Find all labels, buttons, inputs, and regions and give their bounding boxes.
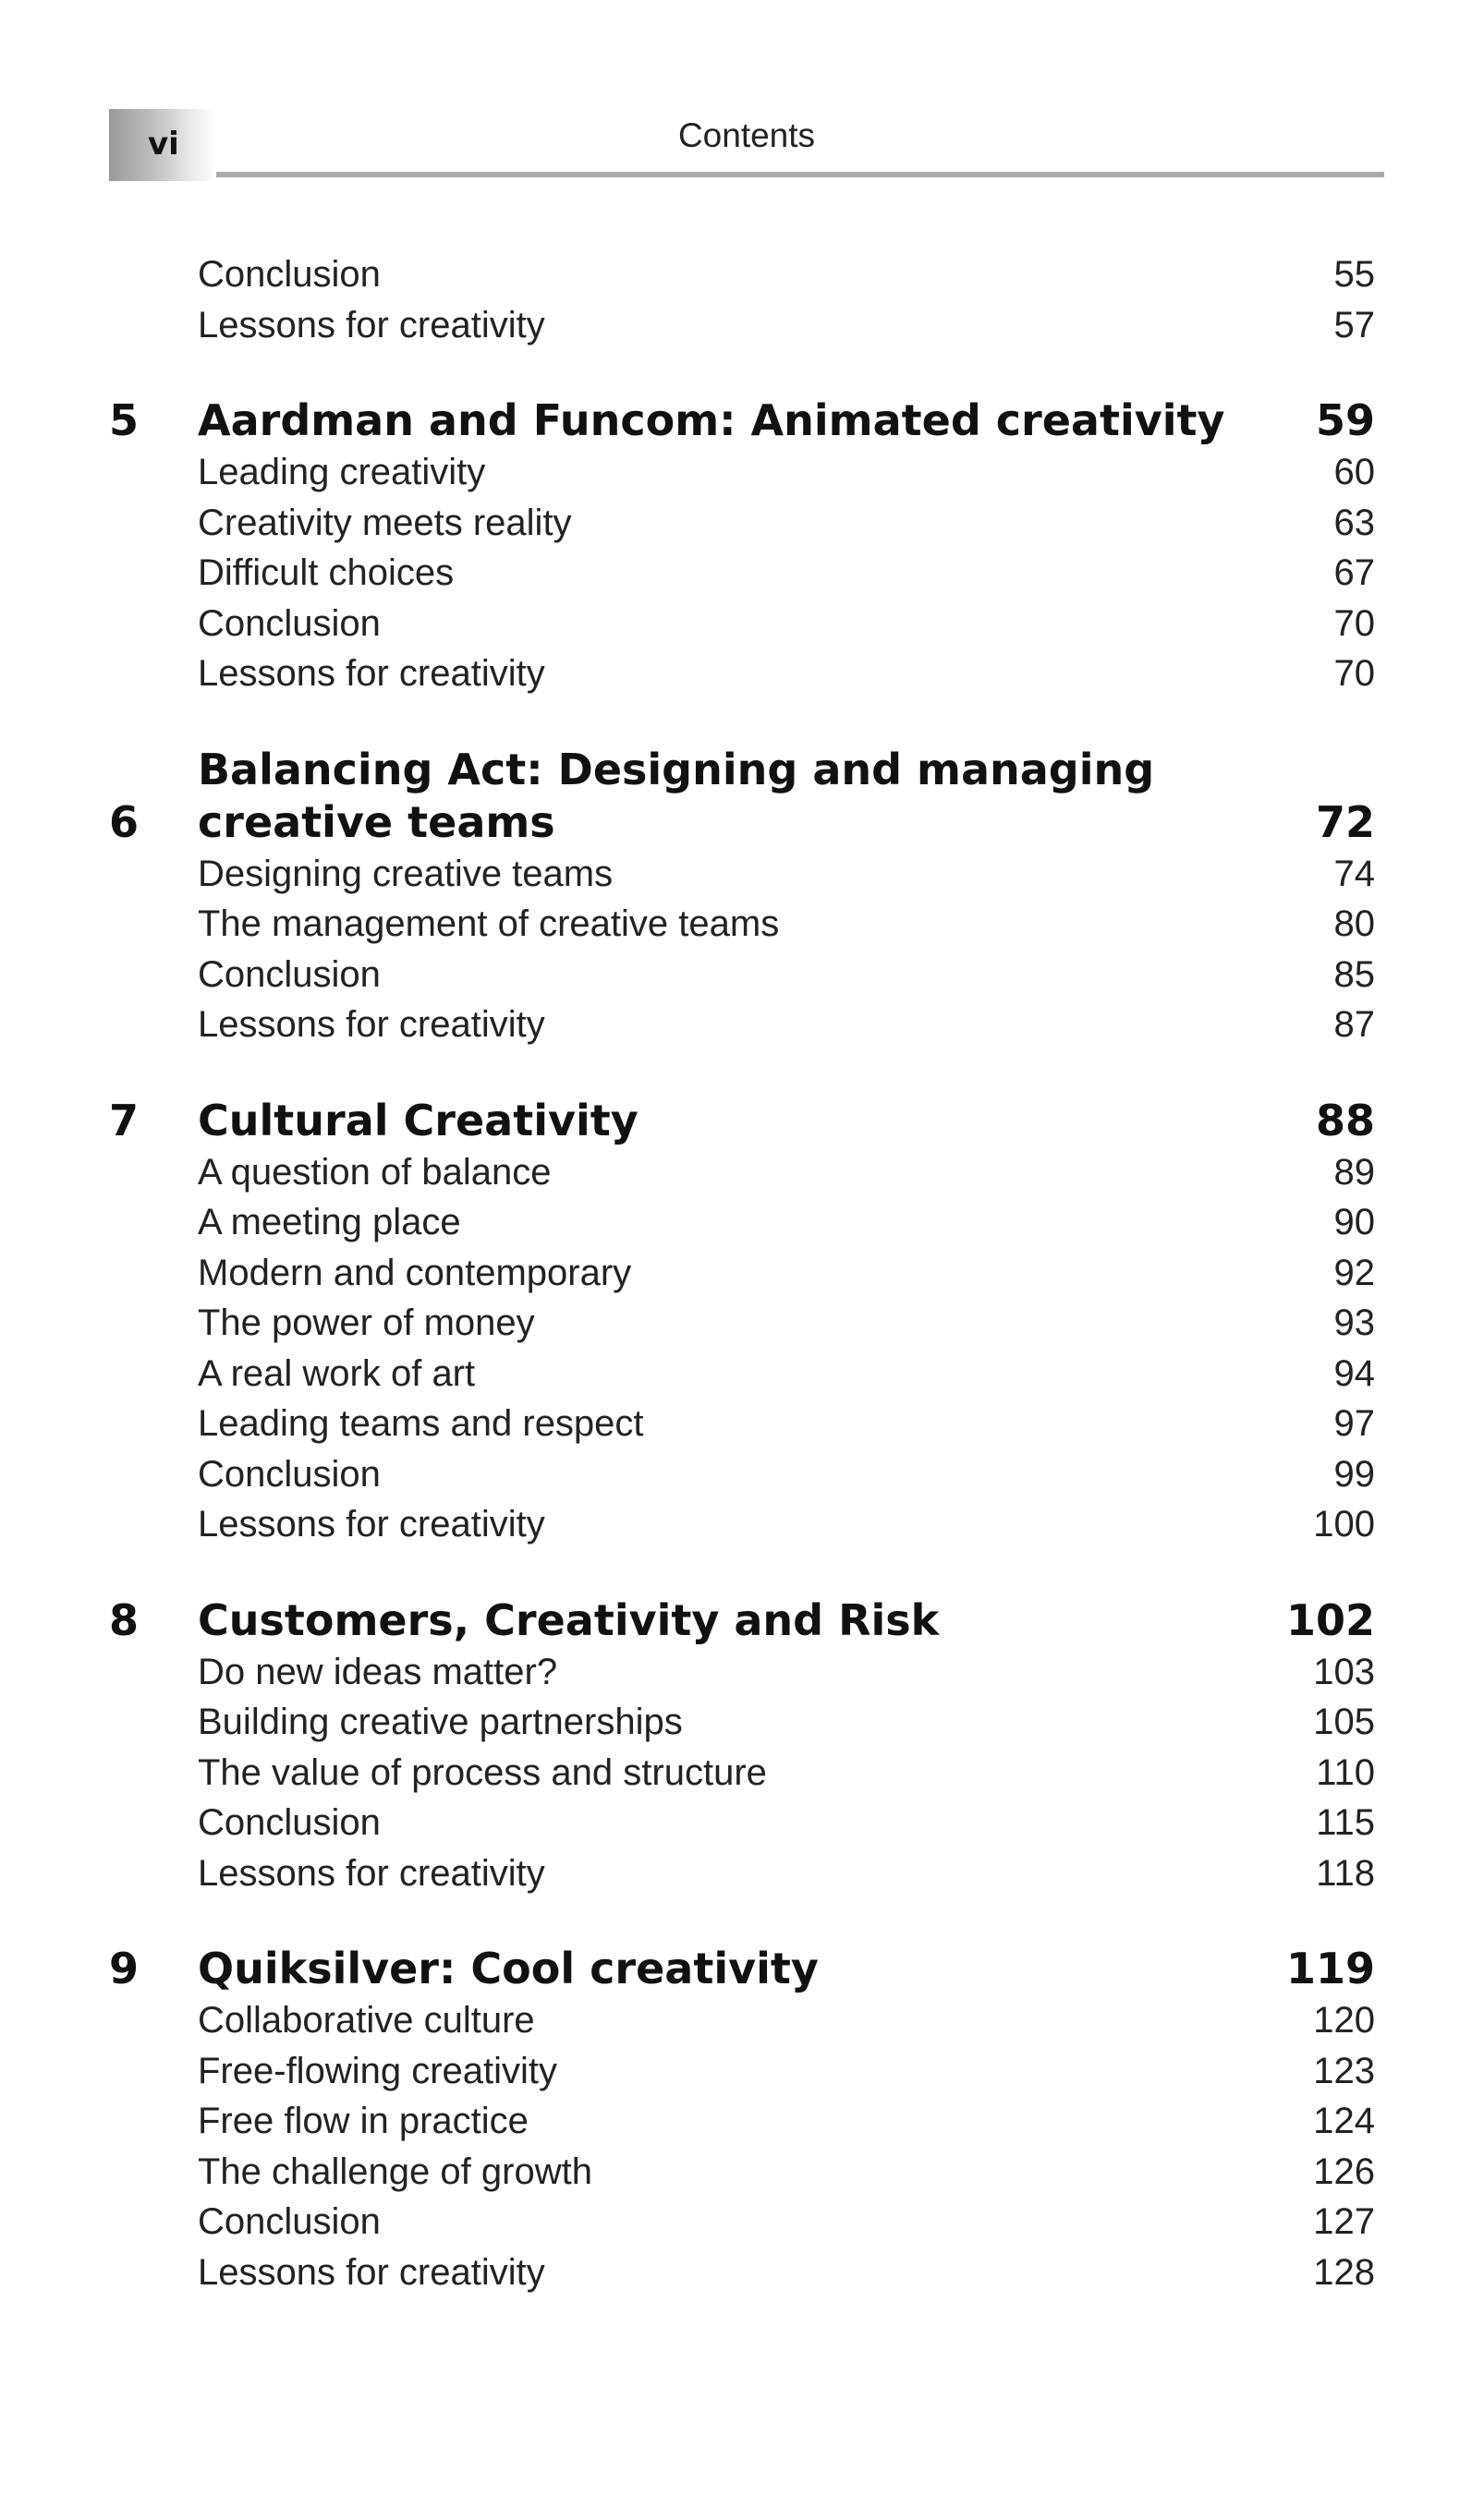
section-entry (198, 1647, 1375, 1698)
section-page-number: 80 (1333, 903, 1375, 944)
section-title: Lessons for creativity (198, 304, 545, 345)
chapter-title: Quiksilver: Cool creativity (198, 1944, 819, 1993)
section-page-number: 87 (1333, 1004, 1375, 1045)
section-title: Free flow in practice (198, 2101, 529, 2141)
section-page-number: 126 (1313, 2150, 1375, 2192)
section-entry (198, 1000, 1375, 1050)
section-entry (198, 1197, 1375, 1248)
section-entry (198, 1848, 1375, 1899)
section-page-number: 60 (1333, 452, 1375, 492)
section-page-number: 74 (1333, 853, 1375, 894)
section-title: The management of creative teams (198, 903, 780, 944)
section-entry (198, 599, 1375, 649)
chapter-heading (109, 394, 1375, 447)
section-title: Do new ideas matter? (198, 1651, 558, 1692)
header-rule (216, 172, 1384, 177)
section-entry (198, 1748, 1375, 1799)
section-page-number: 90 (1333, 1202, 1375, 1242)
section-page-number: 94 (1333, 1352, 1375, 1394)
section-entry (198, 1349, 1375, 1399)
chapter-number: 7 (109, 1095, 140, 1145)
section-title: Free-flowing creativity (198, 2050, 558, 2091)
section-title: Leading creativity (198, 452, 486, 492)
chapter-title: Cultural Creativity (198, 1095, 639, 1145)
section-entry (198, 2147, 1375, 2198)
section-title: Conclusion (198, 254, 381, 295)
section-page-number: 93 (1333, 1302, 1375, 1343)
section-entry (198, 498, 1375, 549)
section-entry (198, 1995, 1375, 2046)
section-entry (198, 648, 1375, 699)
section-entry (198, 1499, 1375, 1550)
section-page-number: 85 (1333, 953, 1375, 995)
section-list (198, 1647, 1375, 1899)
section-entry (198, 2046, 1375, 2097)
section-page-number: 55 (1333, 254, 1375, 295)
running-head: Contents (677, 116, 816, 154)
section-title: Lessons for creativity (198, 653, 545, 694)
section-page-number: 100 (1313, 1504, 1375, 1545)
chapter-number: 5 (109, 395, 140, 445)
section-entry (198, 1697, 1375, 1748)
section-entry (198, 1147, 1375, 1198)
page-header (109, 109, 1384, 181)
section-list (198, 447, 1375, 699)
section-title: Designing creative teams (198, 853, 614, 894)
section-title: A question of balance (198, 1151, 552, 1193)
section-page-number: 89 (1333, 1151, 1375, 1193)
page-number: vi (148, 126, 179, 163)
section-page-number: 70 (1333, 602, 1375, 644)
section-page-number: 63 (1333, 502, 1375, 543)
section-entry (198, 2197, 1375, 2247)
section-entry (198, 1399, 1375, 1449)
section-page-number: 118 (1316, 1852, 1375, 1894)
section-entry (198, 1798, 1375, 1848)
section-page-number: 92 (1333, 1252, 1375, 1293)
section-entry (198, 1298, 1375, 1349)
section-entry (198, 849, 1375, 900)
section-entry (198, 548, 1375, 599)
chapter-entry (109, 1943, 1375, 2297)
section-page-number: 70 (1333, 653, 1375, 694)
section-list (198, 249, 1375, 350)
chapter-entry (109, 744, 1375, 1050)
chapter-page-number: 72 (1315, 796, 1375, 847)
section-entry (198, 1248, 1375, 1299)
chapter-number: 9 (109, 1944, 140, 1993)
section-page-number: 128 (1313, 2251, 1375, 2293)
section-entry (198, 447, 1375, 498)
section-title: Conclusion (198, 953, 381, 995)
section-title: Creativity meets reality (198, 502, 572, 543)
chapter-title: Balancing Act: Designing and managing creative teams (198, 744, 1155, 847)
section-title: Lessons for creativity (198, 1504, 545, 1545)
section-title: Lessons for creativity (198, 2251, 545, 2293)
chapter-page-number: 88 (1315, 1095, 1375, 1145)
section-title: Difficult choices (198, 552, 455, 593)
chapter-heading (109, 1095, 1375, 1147)
chapter-page-number: 102 (1285, 1594, 1375, 1645)
section-title: Leading teams and respect (198, 1403, 644, 1444)
chapter-page-number: 119 (1285, 1944, 1375, 1993)
chapter-entry (109, 1095, 1375, 1550)
chapter-heading (109, 744, 1375, 849)
section-page-number: 124 (1313, 2101, 1375, 2141)
section-title: The value of process and structure (198, 1751, 767, 1793)
section-title: A real work of art (198, 1352, 476, 1394)
section-title: Collaborative culture (198, 2000, 535, 2041)
section-title: Modern and contemporary (198, 1252, 632, 1293)
section-page-number: 99 (1333, 1453, 1375, 1495)
section-page-number: 127 (1313, 2201, 1375, 2242)
section-entry (198, 249, 1375, 300)
section-title: The power of money (198, 1302, 535, 1343)
section-page-number: 103 (1313, 1651, 1375, 1692)
section-title: Conclusion (198, 602, 381, 644)
section-page-number: 115 (1316, 1802, 1375, 1843)
section-entry (198, 2096, 1375, 2147)
section-list (198, 849, 1375, 1050)
section-list (198, 1147, 1375, 1550)
section-entry (198, 2247, 1375, 2298)
table-of-contents (109, 249, 1375, 2297)
chapter-heading (109, 1943, 1375, 1995)
section-page-number: 105 (1313, 1702, 1375, 1742)
section-list (198, 1995, 1375, 2297)
chapter-entry (109, 249, 1375, 350)
chapter-page-number: 59 (1315, 395, 1375, 445)
section-title: A meeting place (198, 1202, 461, 1242)
chapter-number: 6 (109, 796, 140, 847)
section-entry (198, 300, 1375, 351)
chapter-title: Aardman and Funcom: Animated creativity (198, 395, 1225, 445)
chapter-title: Customers, Creativity and Risk (198, 1594, 940, 1645)
chapter-entry (109, 1594, 1375, 1899)
chapter-heading (109, 1594, 1375, 1647)
section-page-number: 57 (1333, 304, 1375, 345)
chapter-number: 8 (109, 1594, 140, 1645)
section-title: The challenge of growth (198, 2150, 592, 2192)
section-entry (198, 899, 1375, 950)
section-page-number: 97 (1333, 1403, 1375, 1444)
section-page-number: 110 (1316, 1751, 1375, 1793)
section-title: Conclusion (198, 1453, 381, 1495)
section-title: Lessons for creativity (198, 1004, 545, 1045)
section-page-number: 123 (1313, 2050, 1375, 2091)
section-entry (198, 1449, 1375, 1500)
chapter-entry (109, 394, 1375, 699)
section-title: Conclusion (198, 2201, 381, 2242)
section-entry (198, 950, 1375, 1000)
section-title: Conclusion (198, 1802, 381, 1843)
section-title: Building creative partnerships (198, 1702, 683, 1742)
section-title: Lessons for creativity (198, 1852, 545, 1894)
section-page-number: 67 (1333, 552, 1375, 593)
section-page-number: 120 (1313, 2000, 1375, 2041)
